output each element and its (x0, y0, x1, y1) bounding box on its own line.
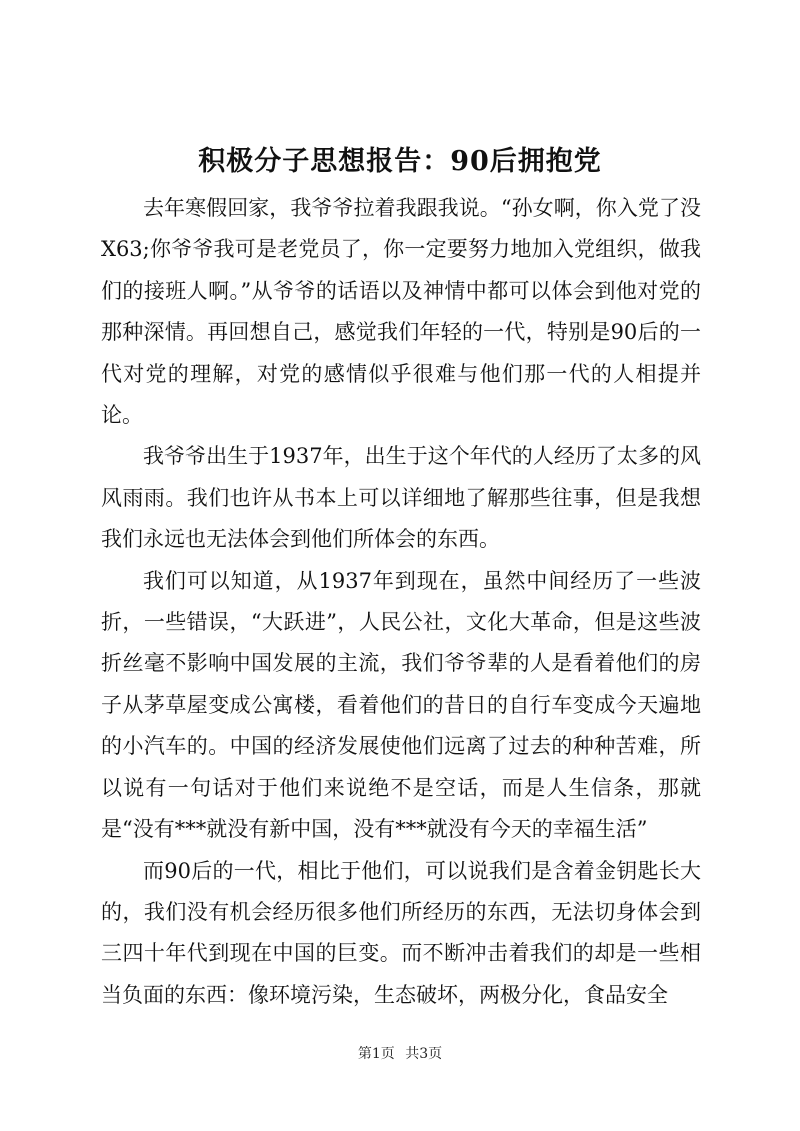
page-footer (0, 1044, 800, 1064)
document-body (101, 188, 701, 1016)
page-number: 第1页 (357, 1046, 395, 1062)
paragraph-1: 去年寒假回家，我爷爷拉着我跟我说。“孙女啊，你入党了没X63;你爷爷我可是老党员了，你一定要努力地加入党组织，做我们的接班人啊。”从爷爷的话语以及神情中都可以体会到他对党的那种深情。再回想自己，感觉我们年轻的一代，特别是90后的一代对党的理解，对党的感情似乎很难与他们那一代的人相提并论。 (101, 196, 701, 428)
page-total: 共3页 (405, 1046, 443, 1062)
paragraph-2: 我爷爷出生于1937年，出生于这个年代的人经历了太多的风风雨雨。我们也许从书本上可以详细地了解那些往事，但是我想我们永远也无法体会到他们所体会的东西。 (101, 444, 701, 552)
document-title: 积极分子思想报告：90后拥抱党 (198, 146, 602, 177)
paragraph-4: 而90后的一代，相比于他们，可以说我们是含着金钥匙长大的，我们没有机会经历很多他们所经历的东西，无法切身体会到三四十年代到现在中国的巨变。而不断冲击着我们的却是一些相当负面的东西：像环境污染，生态破坏，两极分化，食品安全 (101, 858, 701, 1007)
paragraph-3: 我们可以知道，从1937年到现在，虽然中间经历了一些波折，一些错误，“大跃进”，人民公社，文化大革命，但是这些波折丝毫不影响中国发展的主流，我们爷爷辈的人是看着他们的房子从茅草屋变成公寓楼，看着他们的昔日的自行车变成今天遍地的小汽车的。中国的经济发展使他们远离了过去的种种苦难，所以说有一句话对于他们来说绝不是空话，而是人生信条，那就是“没有***就没有新中国，没有***就没有今天的幸福生活” (101, 568, 701, 842)
